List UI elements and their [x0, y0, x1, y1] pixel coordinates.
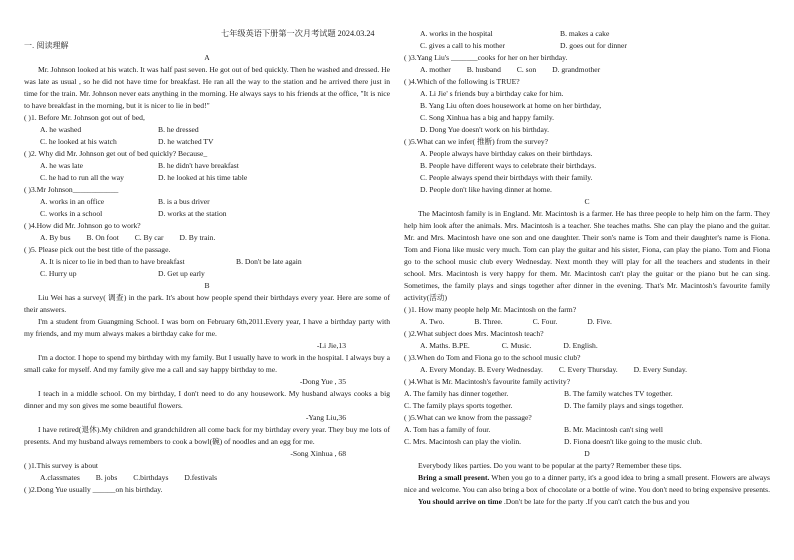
- passage-b-answer-3: I teach in a middle school. On my birthday, I don't need to do any housework. My husband always cooks a big dinner and my son gives me some beautiful flowers.: [24, 389, 390, 410]
- option[interactable]: D. People don't like having dinner at home.: [420, 185, 552, 194]
- option[interactable]: A. mother: [420, 65, 451, 74]
- question-b1-options: [24, 472, 390, 484]
- option[interactable]: A.classmates: [40, 473, 80, 482]
- option[interactable]: A. The family has dinner together.: [404, 389, 509, 398]
- question-a1-options-2: [24, 136, 390, 148]
- passage-c-heading: C: [584, 197, 590, 206]
- questions-a: [24, 112, 390, 280]
- option[interactable]: C. he had to run all the way: [40, 173, 124, 182]
- passage-b-answer-1: I'm a student from Guangming School. I was born on February 6th,2011.Every year, I have a birthday party with my friends, and my mum always makes a birthday cake for me.: [24, 317, 390, 338]
- question-c4-options-2: [404, 400, 770, 412]
- option[interactable]: D. Get up early: [158, 269, 205, 278]
- exam-title: 七年级英语下册第一次月考试题 2024.03.24: [221, 29, 375, 38]
- option[interactable]: B. he didn't have breakfast: [158, 161, 239, 170]
- question-b2-options: [404, 28, 770, 40]
- option[interactable]: C. gives a call to his mother: [420, 41, 505, 50]
- tip-2-text: .Don't be late for the party .If you can't catch the bus and you: [501, 497, 690, 506]
- question-b4-stem: ( )4.Which of the following is TRUE?: [404, 77, 520, 86]
- passage-d-tip-1: [404, 472, 770, 496]
- tip-1-text: When you go to a dinner party, it's a good idea to bring a small present. Flowers are always nice and welcome. You can also bring a box of chocolate or a bottle of wine. You don't need to bring expensive presents.: [404, 473, 770, 494]
- option[interactable]: D. he looked at his time table: [158, 173, 248, 182]
- option[interactable]: B. Three.: [474, 317, 503, 326]
- option[interactable]: A. Two.: [420, 317, 445, 326]
- option[interactable]: D. Every Sunday.: [633, 365, 688, 374]
- question-a3-stem: ( )3.Mr Johnson____________: [24, 185, 119, 194]
- question-b5-stem: ( )5.What can we infer( 推断) from the survey?: [404, 137, 549, 146]
- question-c3-options: [404, 364, 770, 376]
- option[interactable]: B. Mr. Macintosh can't sing well: [564, 425, 664, 434]
- option[interactable]: C. People always spend their birthdays with their family.: [420, 173, 593, 182]
- option[interactable]: B. is a bus driver: [158, 197, 210, 206]
- option[interactable]: D.festivals: [184, 473, 218, 482]
- tip-2-heading: You should arrive on time: [418, 497, 502, 506]
- option[interactable]: B. makes a cake: [560, 29, 610, 38]
- question-a2-options-2: [24, 172, 390, 184]
- option[interactable]: C. Four.: [532, 317, 558, 326]
- option[interactable]: D. grandmother: [552, 65, 601, 74]
- option[interactable]: A. People always have birthday cakes on their birthdays.: [420, 149, 593, 158]
- signature-2: -Dong Yue , 35: [299, 377, 346, 386]
- tip-1-heading: Bring a small present.: [418, 473, 490, 482]
- option[interactable]: C. Every Thursday.: [558, 365, 618, 374]
- question-a5-stem: ( )5. Please pick out the best title of the passage.: [24, 245, 171, 254]
- option[interactable]: B. The family watches TV together.: [564, 389, 673, 398]
- option[interactable]: A. he was late: [40, 161, 84, 170]
- passage-b-intro: Liu Wei has a survey( 调查) in the park. It's about how people spend their birthdays every year. Here are some of their answers.: [24, 293, 390, 314]
- option[interactable]: B. Don't be late again: [236, 257, 302, 266]
- passage-d-heading: D: [584, 449, 590, 458]
- option[interactable]: A. It is nicer to lie in bed than to have breakfast: [40, 257, 185, 266]
- left-column: [24, 0, 390, 496]
- option[interactable]: C. Music.: [501, 341, 532, 350]
- passage-d-tip-2: [404, 496, 770, 508]
- option[interactable]: D. By train.: [179, 233, 216, 242]
- question-c1-options: [404, 316, 770, 328]
- question-c5-options-2: [404, 436, 770, 448]
- option[interactable]: A. works in the hospital: [420, 29, 493, 38]
- option[interactable]: C. Hurry up: [40, 269, 77, 278]
- question-a2-options: [24, 160, 390, 172]
- question-c4-options: [404, 388, 770, 400]
- option[interactable]: A. he washed: [40, 125, 82, 134]
- question-a4-stem: ( )4.How did Mr. Johnson go to work?: [24, 221, 141, 230]
- option[interactable]: A. By bus: [40, 233, 71, 242]
- option[interactable]: D. works at the station: [158, 209, 227, 218]
- question-c2-stem: ( )2.What subject does Mrs. Macintosh teach?: [404, 329, 544, 338]
- question-a1-stem: ( )1. Before Mr. Johnson got out of bed,: [24, 113, 145, 122]
- section-heading: 一. 阅读理解: [24, 41, 69, 50]
- right-column: [404, 28, 770, 508]
- question-a5-options: [24, 256, 390, 268]
- option[interactable]: A. Maths. B.PE.: [420, 341, 470, 350]
- passage-a-heading: A: [204, 53, 210, 62]
- passage-d-intro: Everybody likes parties. Do you want to be popular at the party? Remember these tips.: [418, 461, 682, 470]
- option[interactable]: B. jobs: [95, 473, 118, 482]
- option[interactable]: C. The family plays sports together.: [404, 401, 513, 410]
- option[interactable]: C. son: [516, 65, 537, 74]
- question-c3-stem: ( )3.When do Tom and Fiona go to the school music club?: [404, 353, 581, 362]
- option[interactable]: C. Song Xinhua has a big and happy family.: [420, 113, 555, 122]
- question-c4-stem: ( )4.What is Mr. Macintosh's favourite family activity?: [404, 377, 571, 386]
- option[interactable]: B. People have different ways to celebrate their birthdays.: [420, 161, 597, 170]
- passage-b-answer-4: I have retired(退休).My children and grandchildren all come back for my birthday every year. They buy me lots of presents. And my husband always remembers to cook a bowl(碗) of noodles and an egg for me.: [24, 425, 390, 446]
- question-c5-options: [404, 424, 770, 436]
- question-b3-stem: ( )3.Yang Liu's _______cooks for her on her birthday.: [404, 53, 568, 62]
- option[interactable]: A. Tom has a family of four.: [404, 425, 491, 434]
- passage-c-text: The Macintosh family is in England. Mr. Macintosh is a farmer. He has three people to help him on the farm. They help him look after the animals. Mrs. Macintosh is a teacher. She teaches maths. She can play the piano and the guitar. Mr. and Mrs. Macintosh have one son and one daughter. Their son's name is Tom and their daughter's name is Fiona. Tom and Fiona like music very much. Tom can play the guitar and his sister, Fiona, can play the piano. Tom and Fiona go to the school music club every Wednesday. Next month they will play for all the teachers and students in their school. Mrs. Macintosh is very happy for them. Mr. Macintosh can't play the guitar or the piano but he can sing. Sometimes, the family plays and sings together after dinner in the evening. That's Mr. Macintosh's favourite family activity(活动): [404, 209, 770, 302]
- option[interactable]: B. he dressed: [158, 125, 199, 134]
- passage-a-text: Mr. Johnson looked at his watch. It was half past seven. He got out of bed quickly. Then he washed and dressed. He was late as usual , so he did not have time for breakfast. He ran all the way to the station and he arrived there just in time for the train. Mr. Johnson never eats anything in the morning. He always says to his friends at the office, "It is nice to have breakfast in the morning, but it is nicer to lie in bed!": [24, 65, 390, 110]
- signature-1: -Li Jie,13: [316, 341, 346, 350]
- passage-b-heading: B: [204, 281, 210, 290]
- option[interactable]: C. works in a school: [40, 209, 103, 218]
- question-c1-stem: ( )1. How many people help Mr. Macintosh on the farm?: [404, 305, 577, 314]
- option[interactable]: C. he looked at his watch: [40, 137, 117, 146]
- option[interactable]: D. Fiona doesn't like going to the music club.: [564, 437, 703, 446]
- option[interactable]: D. The family plays and sings together.: [564, 401, 684, 410]
- signature-4: -Song Xinhua , 68: [290, 449, 346, 458]
- option[interactable]: A. Every Monday. B. Every Wednesday.: [420, 365, 543, 374]
- question-c2-options: [404, 340, 770, 352]
- option[interactable]: D. he watched TV: [158, 137, 214, 146]
- option[interactable]: C.birthdays: [133, 473, 169, 482]
- question-a4-options: [24, 232, 390, 244]
- question-a2-stem: ( )2. Why did Mr. Johnson get out of bed quickly? Because_: [24, 149, 208, 158]
- option[interactable]: D. Five.: [587, 317, 612, 326]
- option[interactable]: B. On foot: [86, 233, 119, 242]
- option[interactable]: C. By car: [134, 233, 164, 242]
- question-a5-options-2: [24, 268, 390, 280]
- question-c5-stem: ( )5.What can we know from the passage?: [404, 413, 532, 422]
- question-a3-options-2: [24, 208, 390, 220]
- option[interactable]: A. works in an office: [40, 197, 105, 206]
- option[interactable]: D. English.: [563, 341, 598, 350]
- question-b3-options: [404, 64, 770, 76]
- question-b1-stem: ( )1.This survey is about: [24, 461, 99, 470]
- passage-b-answer-2: I'm a doctor. I hope to spend my birthday with my family. But I usually have to work in the hospital. I always buy a small cake for myself. And my family give me a call and say happy birthday to me.: [24, 353, 390, 374]
- question-b2-options-2: [404, 40, 770, 52]
- option[interactable]: A. Li Jie' s friends buy a birthday cake for him.: [420, 89, 564, 98]
- option[interactable]: D. goes out for dinner: [560, 41, 627, 50]
- option[interactable]: D. Dong Yue doesn't work on his birthday.: [420, 125, 550, 134]
- question-b2-stem: ( )2.Dong Yue usually ______on his birthday.: [24, 485, 163, 494]
- question-a1-options: [24, 124, 390, 136]
- question-a3-options: [24, 196, 390, 208]
- signature-3: -Yang Liu,36: [305, 413, 346, 422]
- option[interactable]: C. Mrs. Macintosh can play the violin.: [404, 437, 522, 446]
- option[interactable]: B. Yang Liu often does housework at home on her birthday,: [420, 101, 602, 110]
- option[interactable]: B. husband: [466, 65, 501, 74]
